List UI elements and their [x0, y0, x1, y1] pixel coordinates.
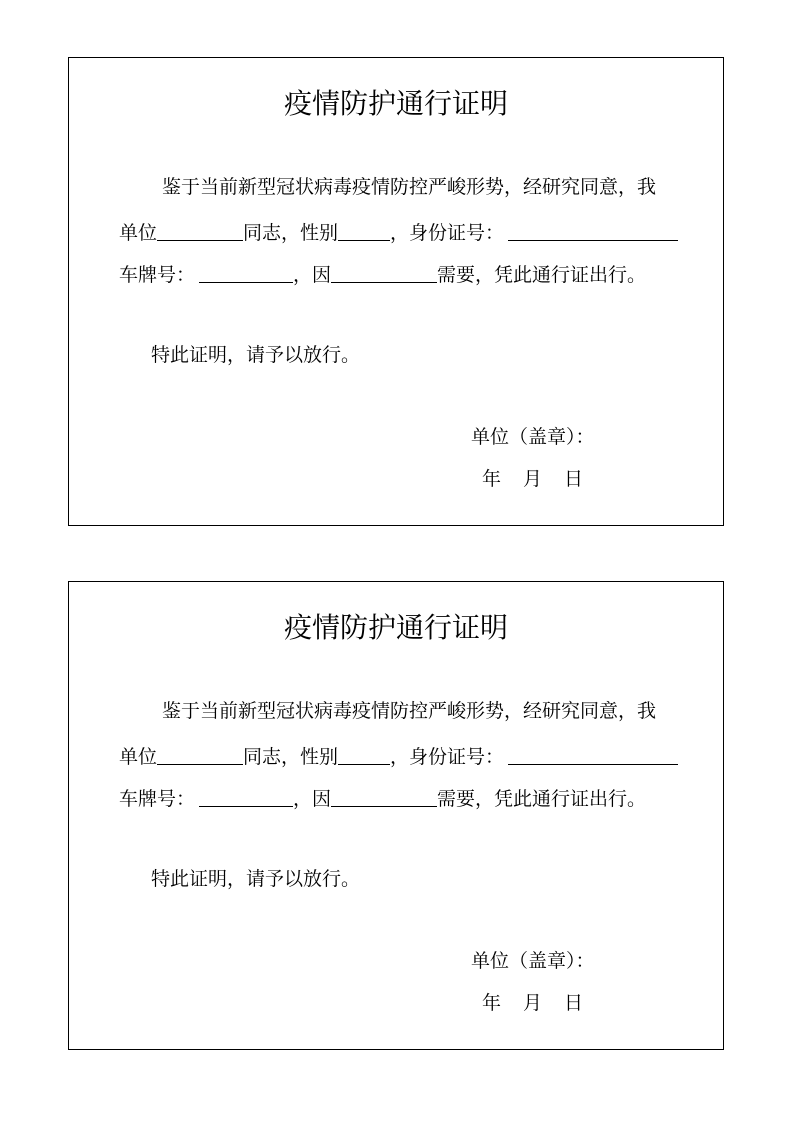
gender-blank[interactable] [338, 218, 390, 241]
need-label: 需要，凭此通行证出行。 [437, 788, 647, 810]
pass-certificate-1 [68, 57, 724, 526]
plate-number-blank[interactable] [199, 260, 293, 283]
certificate-plate-line [119, 258, 646, 288]
year-label: 年 [482, 468, 502, 490]
plate-label: 车牌号： [119, 264, 196, 286]
pass-certificate-2 [68, 581, 724, 1050]
date-line [482, 990, 583, 1016]
certificate-title: 疫情防护通行证明 [283, 87, 508, 120]
id-number-label: ，身份证号： [390, 222, 505, 244]
unit-seal-label: 单位（盖章）： [471, 426, 595, 448]
because-label: ，因 [293, 264, 332, 286]
day-label: 日 [564, 992, 584, 1014]
need-label: 需要，凭此通行证出行。 [437, 264, 647, 286]
plate-label: 车牌号： [119, 788, 196, 810]
unit-seal-label: 单位（盖章）： [471, 950, 595, 972]
reason-blank[interactable] [331, 784, 437, 807]
unit-label: 单位 [119, 746, 158, 768]
id-number-label: ，身份证号： [390, 746, 505, 768]
day-label: 日 [564, 468, 584, 490]
id-number-blank[interactable] [508, 218, 678, 241]
certificate-intro-line: 鉴于当前新型冠状病毒疫情防控严峻形势，经研究同意，我 [162, 700, 657, 722]
unit-name-blank[interactable] [157, 218, 243, 241]
certificate-intro-line: 鉴于当前新型冠状病毒疫情防控严峻形势，经研究同意，我 [162, 176, 657, 198]
comrade-gender-label: 同志，性别 [243, 222, 339, 244]
certificate-plate-line [119, 782, 646, 812]
reason-blank[interactable] [331, 260, 437, 283]
date-line [482, 466, 583, 492]
plate-number-blank[interactable] [199, 784, 293, 807]
certificate-closing: 特此证明，请予以放行。 [151, 868, 361, 890]
unit-name-blank[interactable] [157, 742, 243, 765]
id-number-blank[interactable] [508, 742, 678, 765]
comrade-gender-label: 同志，性别 [243, 746, 339, 768]
gender-blank[interactable] [338, 742, 390, 765]
certificate-identity-line [119, 740, 678, 770]
because-label: ，因 [293, 788, 332, 810]
certificate-closing: 特此证明，请予以放行。 [151, 344, 361, 366]
month-label: 月 [523, 992, 543, 1014]
certificate-identity-line [119, 216, 678, 246]
month-label: 月 [523, 468, 543, 490]
year-label: 年 [482, 992, 502, 1014]
certificate-title: 疫情防护通行证明 [283, 611, 508, 644]
unit-label: 单位 [119, 222, 158, 244]
